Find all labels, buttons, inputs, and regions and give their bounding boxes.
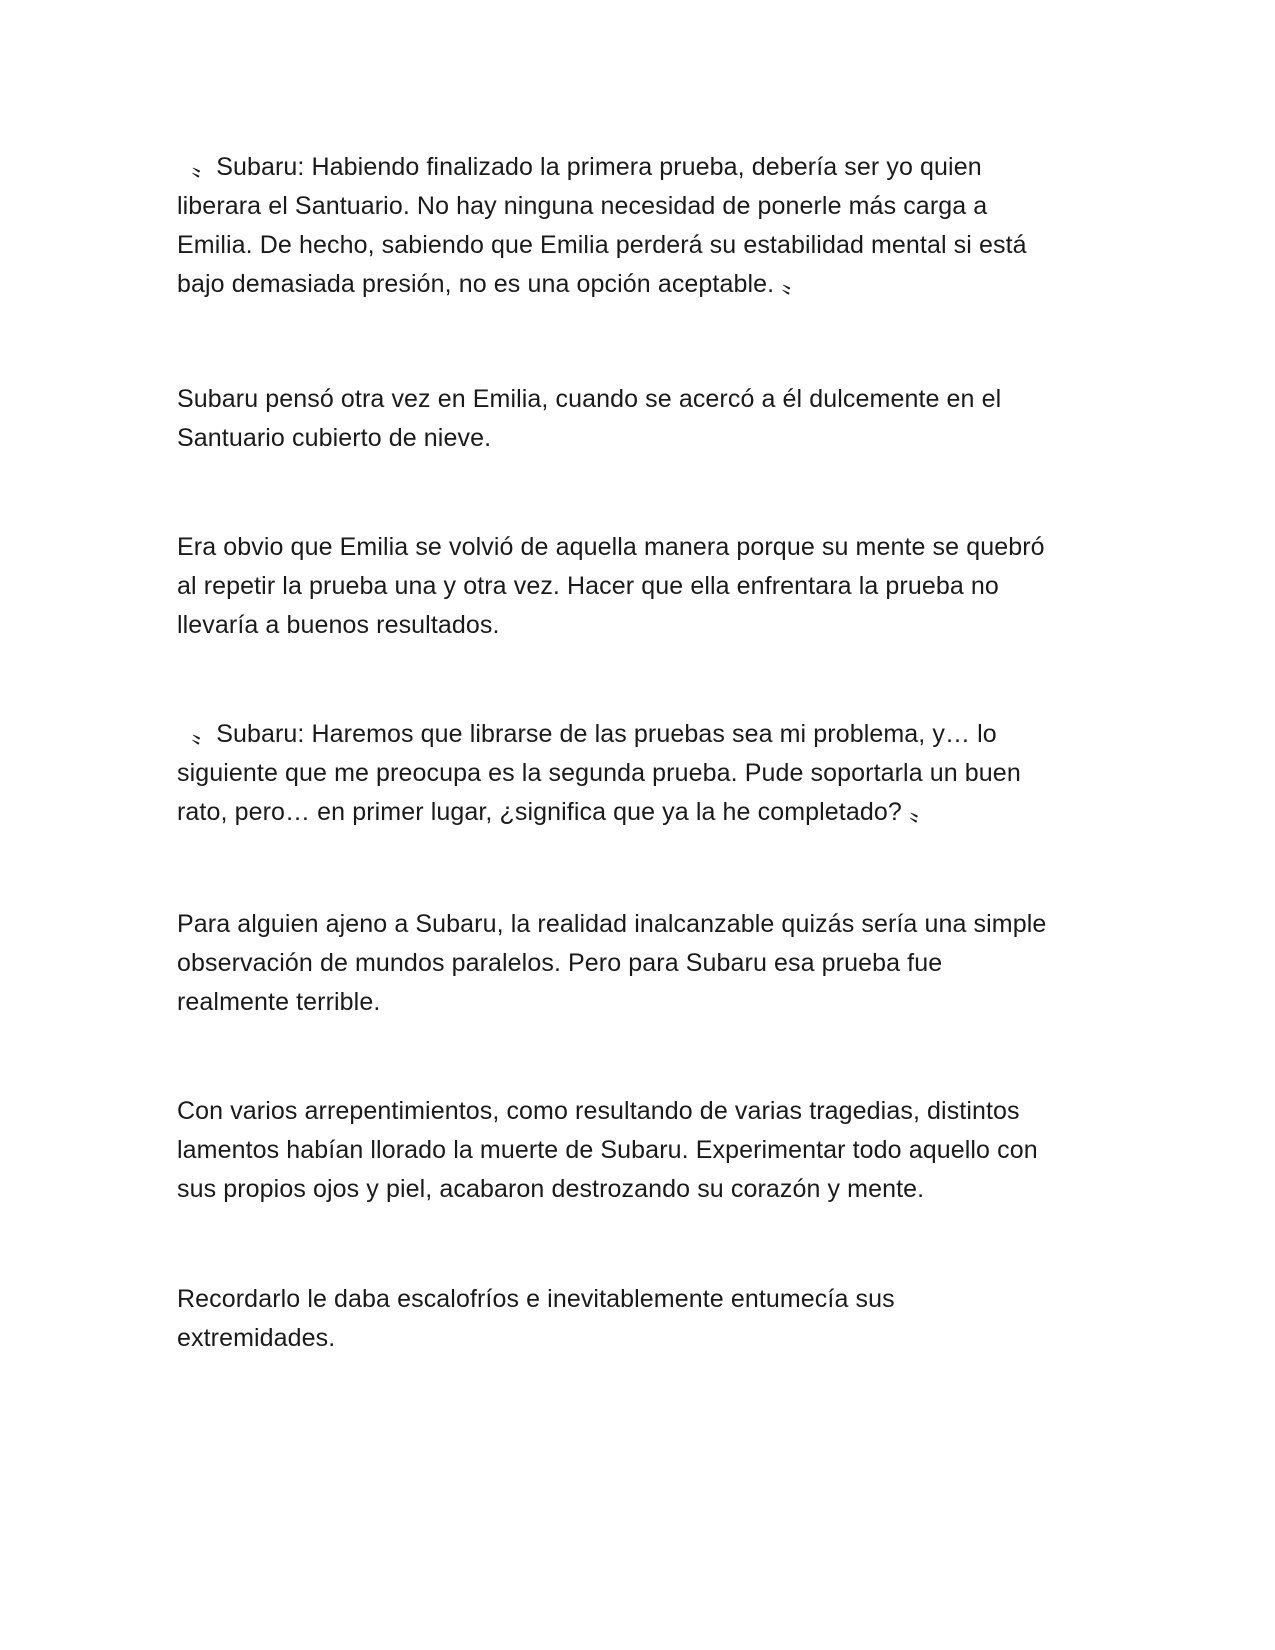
paragraph-narration-3 — [177, 905, 1107, 1022]
text-line: Con varios arrepentimientos, como resultando de varias tragedias, distintos — [177, 1097, 1020, 1125]
text-line: Santuario cubierto de nieve. — [177, 424, 492, 452]
paragraph-narration-2 — [177, 528, 1107, 645]
text-line: llevaría a buenos resultados. — [177, 611, 500, 639]
text-line: Era obvio que Emilia se volvió de aquella manera porque su mente se quebró — [177, 533, 1045, 561]
text-line: 〟Subaru: Habiendo finalizado la primera prueba, debería ser yo quien — [177, 153, 982, 181]
text-line: Recordarlo le daba escalofríos e inevitablemente entumecía sus — [177, 1285, 895, 1313]
text-line: lamentos habían llorado la muerte de Subaru. Experimentar todo aquello con — [177, 1136, 1038, 1164]
text-line: rato, pero… en primer lugar, ¿significa que ya la he completado? 〟 — [177, 798, 934, 826]
text-line: Subaru pensó otra vez en Emilia, cuando se acercó a él dulcemente en el — [177, 385, 1002, 413]
paragraph-dialogue-1 — [177, 148, 1107, 304]
text-line: realmente terrible. — [177, 988, 381, 1016]
text-line: extremidades. — [177, 1324, 336, 1352]
text-line: bajo demasiada presión, no es una opción aceptable. 〟 — [177, 270, 807, 298]
paragraph-dialogue-2 — [177, 715, 1107, 832]
text-line: liberara el Santuario. No hay ninguna necesidad de ponerle más carga a — [177, 192, 988, 220]
text-line: 〟Subaru: Haremos que librarse de las pruebas sea mi problema, y… lo — [177, 720, 997, 748]
paragraph-narration-1 — [177, 380, 1107, 458]
text-line: observación de mundos paralelos. Pero para Subaru esa prueba fue — [177, 949, 943, 977]
text-line: siguiente que me preocupa es la segunda prueba. Pude soportarla un buen — [177, 759, 1021, 787]
text-line: Emilia. De hecho, sabiendo que Emilia perderá su estabilidad mental si está — [177, 231, 1027, 259]
paragraph-narration-5 — [177, 1280, 1107, 1358]
paragraph-narration-4 — [177, 1092, 1107, 1209]
text-line: Para alguien ajeno a Subaru, la realidad inalcanzable quizás sería una simple — [177, 910, 1047, 938]
text-line: al repetir la prueba una y otra vez. Hacer que ella enfrentara la prueba no — [177, 572, 999, 600]
text-line: sus propios ojos y piel, acabaron destrozando su corazón y mente. — [177, 1175, 925, 1203]
